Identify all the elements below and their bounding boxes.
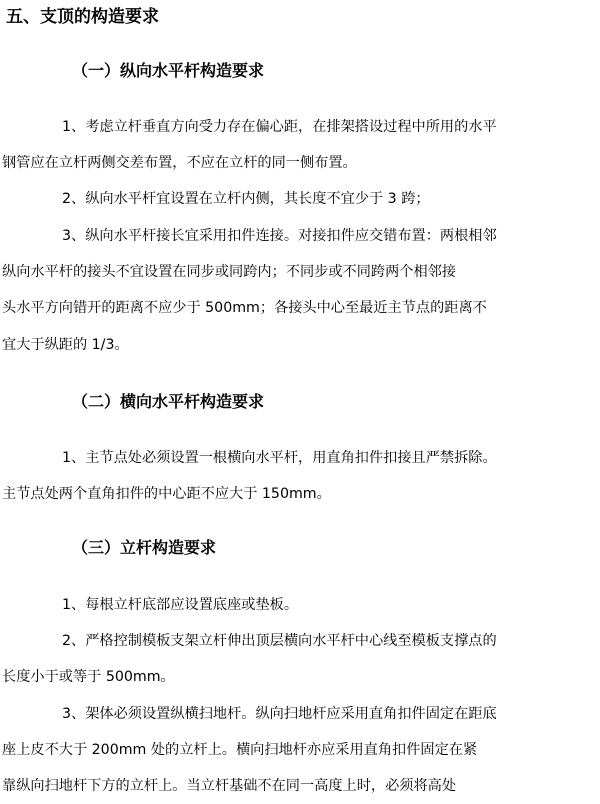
paragraph-line: 1、考虑立杆垂直方向受力存在偏心距，在排架搭设过程中所用的水平 (62, 119, 497, 135)
paragraph-line: 靠纵向扫地杆下方的立杆上。当立杆基础不在同一高度上时，必须将高处 (2, 778, 457, 794)
paragraph-line: 1、主节点处必须设置一根横向水平杆，用直角扣件扣接且严禁拆除。 (62, 450, 497, 466)
paragraph-line: 长度小于或等于 500mm。 (2, 669, 175, 685)
subsection-title-longitudinal: （一）纵向水平杆构造要求 (72, 61, 265, 80)
paragraph-line: 3、纵向水平杆接长宜采用扣件连接。对接扣件应交错布置：两根相邻 (62, 228, 497, 244)
paragraph-line: 宜大于纵距的 1/3。 (2, 337, 129, 353)
paragraph-line: 2、纵向水平杆宜设置在立杆内侧，其长度不宜少于 3 跨； (62, 191, 430, 207)
paragraph-line: 头水平方向错开的距离不应少于 500mm；各接头中心至最近主节点的距离不 (2, 300, 487, 316)
paragraph-line: 钢管应在立杆两侧交差布置，不应在立杆的同一侧布置。 (2, 155, 357, 171)
paragraph-line: 1、每根立杆底部应设置底座或垫板。 (62, 597, 299, 613)
paragraph-line: 3、架体必须设置纵横扫地杆。纵向扫地杆应采用直角扣件固定在距底 (62, 706, 497, 722)
subsection-title-transverse: （二）横向水平杆构造要求 (72, 392, 265, 411)
paragraph-line: 纵向水平杆的接头不宜设置在同步或同跨内；不同步或不同跨两个相邻接 (2, 264, 457, 280)
subsection-title-vertical-pole: （三）立杆构造要求 (72, 538, 217, 557)
paragraph-line: 主节点处两个直角扣件的中心距不应大于 150mm。 (2, 486, 331, 502)
paragraph-line: 座上皮不大于 200mm 处的立杆上。横向扫地杆亦应采用直角扣件固定在紧 (2, 742, 478, 758)
paragraph-line: 2、严格控制模板支架立杆伸出顶层横向水平杆中心线至模板支撑点的 (62, 633, 497, 649)
section-title: 五、支顶的构造要求 (6, 7, 159, 27)
